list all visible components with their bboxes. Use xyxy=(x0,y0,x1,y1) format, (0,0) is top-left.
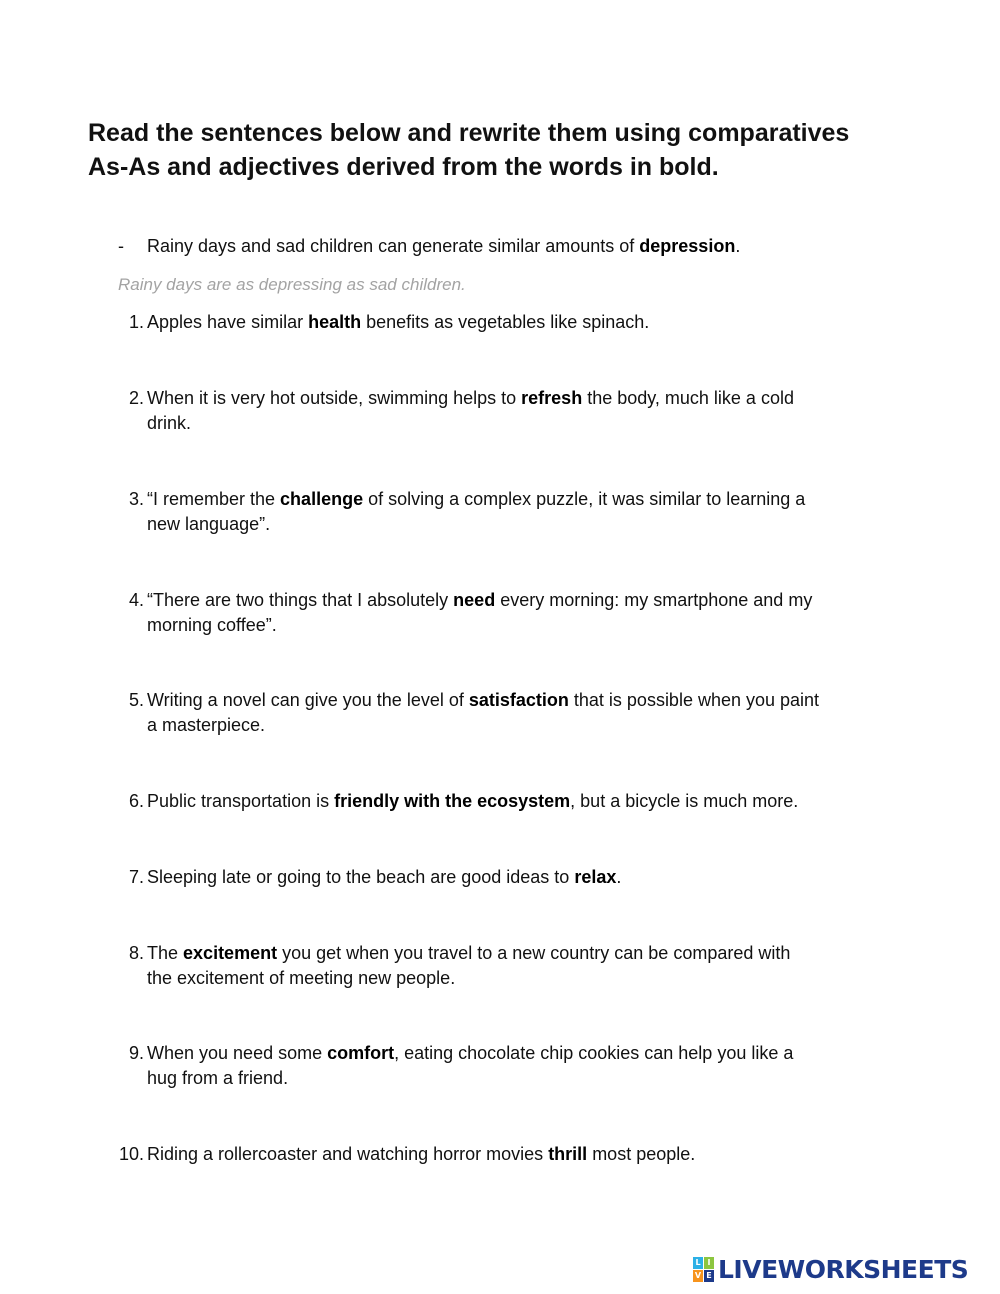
item-number: 5. xyxy=(128,690,144,710)
item-text xyxy=(147,688,912,738)
item-bold-word: challenge xyxy=(280,489,364,509)
worksheet-title xyxy=(88,116,948,184)
item-text-line-2: new language”. xyxy=(147,514,271,534)
example-text xyxy=(147,234,740,259)
item-bold-word: need xyxy=(453,590,496,610)
item-text-before: Riding a rollercoaster and watching horror movies xyxy=(147,1144,549,1164)
logo-mark-tile: E xyxy=(704,1270,714,1282)
item-text-before: When you need some xyxy=(147,1043,328,1063)
item-text-before: When it is very hot outside, swimming helps to xyxy=(147,388,522,408)
logo-mark-tile: L xyxy=(693,1257,703,1269)
item-text-before: “I remember the xyxy=(147,489,281,509)
example-answer: Rainy days are as depressing as sad children. xyxy=(118,275,466,294)
title-line-2: As-As and adjectives derived from the words in bold. xyxy=(88,153,719,181)
item-text xyxy=(147,941,912,991)
item-text-after: every morning: my smartphone and my xyxy=(495,590,813,610)
item-number: 6. xyxy=(128,791,144,811)
item-text-after: , but a bicycle is much more. xyxy=(570,791,799,811)
item-text-before: Writing a novel can give you the level of xyxy=(147,690,469,710)
item-number: 4. xyxy=(128,590,144,610)
logo-text: LIVEWORKSHEETS xyxy=(718,1254,969,1284)
logo-mark-icon xyxy=(693,1257,714,1282)
title-line-1: Read the sentences below and rewrite them using comparatives xyxy=(88,119,850,147)
item-number: 3. xyxy=(128,489,144,509)
item-text-line-2: drink. xyxy=(147,413,192,433)
item-bold-word: excitement xyxy=(183,943,278,963)
item-text xyxy=(147,789,912,814)
example-text-before: Rainy days and sad children can generate similar amounts of xyxy=(147,236,640,256)
item-text-after: the body, much like a cold xyxy=(582,388,794,408)
example-text-after: . xyxy=(735,236,741,256)
liveworksheets-logo xyxy=(693,1254,968,1284)
item-number: 7. xyxy=(128,867,144,887)
item-text-after: . xyxy=(616,867,622,887)
item-bold-word: satisfaction xyxy=(468,690,569,710)
item-number: 1. xyxy=(128,312,144,332)
item-text-before: Sleeping late or going to the beach are good ideas to xyxy=(147,867,575,887)
item-text-after: that is possible when you paint xyxy=(568,690,820,710)
item-bold-word: comfort xyxy=(327,1043,395,1063)
logo-mark-tile: I xyxy=(704,1257,714,1269)
item-text xyxy=(147,1041,912,1091)
item-text-after: most people. xyxy=(587,1144,696,1164)
example-bold-word: depression xyxy=(639,236,736,256)
item-bold-word: relax xyxy=(574,867,617,887)
item-text-line-2: morning coffee”. xyxy=(147,615,277,635)
item-bold-word: health xyxy=(308,312,362,332)
item-text-line-2: the excitement of meeting new people. xyxy=(147,968,456,988)
item-text-line-2: hug from a friend. xyxy=(147,1068,289,1088)
item-text-before: Apples have similar xyxy=(147,312,309,332)
item-text-after: , eating chocolate chip cookies can help you like a xyxy=(394,1043,794,1063)
item-text xyxy=(147,310,912,335)
item-text-line-2: a masterpiece. xyxy=(147,715,266,735)
item-text-before: The xyxy=(147,943,184,963)
logo-mark-tile: V xyxy=(694,1270,702,1280)
item-bold-word: friendly with the ecosystem xyxy=(334,791,571,811)
item-bold-word: refresh xyxy=(521,388,583,408)
item-number: 9. xyxy=(128,1043,144,1063)
item-text-before: “There are two things that I absolutely xyxy=(147,590,454,610)
item-text-after: you get when you travel to a new country can be compared with xyxy=(277,943,791,963)
item-text-after: of solving a complex puzzle, it was similar to learning a xyxy=(363,489,806,509)
item-number: 10. xyxy=(118,1144,144,1164)
example-bullet: - xyxy=(118,236,124,256)
item-number: 8. xyxy=(128,943,144,963)
item-text xyxy=(147,865,912,890)
item-text xyxy=(147,386,912,436)
item-text xyxy=(147,588,912,638)
item-text-after: benefits as vegetables like spinach. xyxy=(361,312,650,332)
item-number: 2. xyxy=(128,388,144,408)
item-text xyxy=(147,487,912,537)
item-text xyxy=(147,1142,912,1167)
item-text-before: Public transportation is xyxy=(147,791,335,811)
item-bold-word: thrill xyxy=(548,1144,588,1164)
